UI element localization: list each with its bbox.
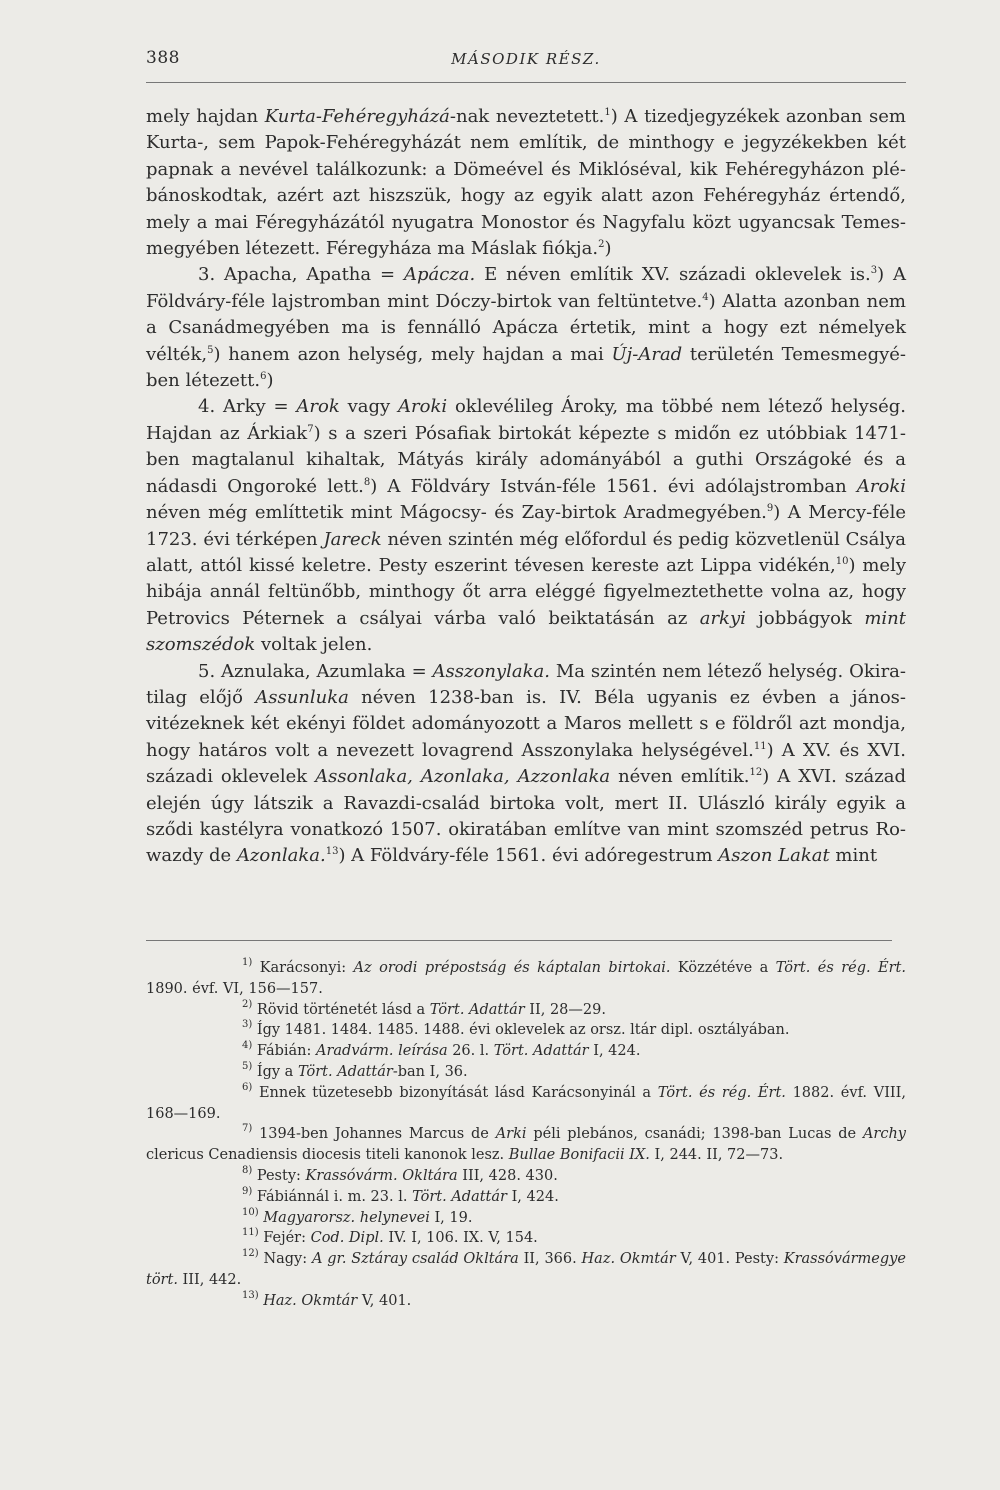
footnote-text: I, 424. bbox=[506, 1188, 559, 1205]
footnote-italic: Archy bbox=[862, 1126, 906, 1143]
footnote-italic: Haz. Okmtár bbox=[263, 1292, 358, 1309]
footnote: $^{13)}$ Haz. Okmtár V, 401. bbox=[242, 1289, 412, 1309]
footnote-ref: 13 bbox=[325, 846, 339, 858]
footnote-italic: Cod. Dipl. bbox=[310, 1230, 384, 1247]
running-head: MÁSODIK RÉSZ. bbox=[451, 50, 601, 68]
footnote-text: 1394-ben Johannes Marcus de bbox=[252, 1126, 496, 1143]
footnote: $^{5)}$ Így a Tört. Adattár-ban I, 36. bbox=[242, 1060, 468, 1080]
footnote-text: péli plebános, csanádi; 1398-ban Lucas de bbox=[526, 1126, 863, 1143]
footnote-italic: A gr. Sztáray család Okltára bbox=[311, 1251, 519, 1268]
footnote-text: Így a bbox=[252, 1063, 298, 1080]
footnote-ref: 9 bbox=[766, 503, 774, 515]
footnote-text: I, 424. bbox=[588, 1043, 641, 1060]
footnote-text: Fejér: bbox=[258, 1230, 311, 1247]
footnote: $^{10)}$ Magyarorsz. helynevei I, 19. bbox=[242, 1206, 473, 1226]
footnote-text: Rövid történetét lásd a bbox=[252, 1001, 430, 1018]
footnote-text: Karácsonyi: bbox=[252, 960, 354, 976]
header-rule bbox=[146, 82, 906, 83]
footnote: $^{6)}$ Ennek tüzetesebb bizonyítását lásd Karácsonyinál a Tört. és rég. Ért. 1882. évf. VIII, 168—169. bbox=[146, 1081, 906, 1122]
paragraph-kurta-fehéregyháza: mely hajdan Kurta-Fehéregyházá-nak neveztetett.$^1$) A tizedjegyzékek azonban sem Kurta-, sem Papok-Fehéregyházát nem említik, de minthogy e jegyzékekben két papnak a nevével találkozunk: a Dömeével és Miklóséval, kik Fehéregyházon plébánoskodtak, azért azt hiszszük, hogy az egyik alatt azon Fehéregyház értendő, mely a mai Féregyházától nyugatra Monostor és Nagyfalu közt ugyancsak Temesmegyében létezett. Féregyháza ma Máslak fiókja.$^2$) bbox=[146, 106, 906, 260]
footnote-text: clericus Cenadiensis diocesis titeli kanonok lesz. bbox=[146, 1147, 509, 1164]
footnote-text: V, 401. bbox=[357, 1292, 412, 1309]
footnote: $^{7)}$ 1394-ben Johannes Marcus de Arki péli plebános, csanádi; 1398-ban Lucas de Archy clericus Cenadiensis diocesis titeli kanonok lesz. Bullae Bonifacii IX. I, 244. II, 72—73. bbox=[146, 1123, 906, 1164]
paragraph-aznulaka: 5. Aznulaka, Azumlaka = Asszonylaka. Ma szintén nem létező helység. Okiratilag előjő Assunluka néven 1238-ban is. IV. Béla ugyanis ez évben a jánosvitézeknek két ekényi földet adományozott a Maros mellett s e földről azt mondja, hogy határos volt a nevezett lovagrend Asszonylaka helységével.$^{11}$) A XV. és XVI. századi oklevelek Assonlaka, Azonlaka, Azzonlaka néven említik.$^{12}$) A XVI. század elején úgy látszik a Ravazdi-család birtoka volt, mert II. Ulászló király egyik a sződi kastélyra vonatkozó 1507. okiratában említve van mint szomszéd petrus Rowazdy de Azonlaka.$^{13}$) A Földváry-féle 1561. évi adóregestrum Aszon Lakat mint bbox=[146, 660, 907, 867]
footnote-text: Fábián: bbox=[252, 1043, 316, 1060]
footnote-text: III, 442. bbox=[177, 1271, 242, 1288]
footnote: $^{9)}$ Fábiánnál i. m. 23. l. Tört. Adattár I, 424. bbox=[242, 1185, 559, 1205]
footnote-text: 1882. évf. VIII, 168—169. bbox=[146, 1084, 906, 1122]
footnote-text: V, 401. Pesty: bbox=[675, 1251, 784, 1268]
footnote-text: I, 19. bbox=[429, 1209, 473, 1226]
footnote-ref: 10 bbox=[835, 555, 849, 567]
footnote-italic: Arki bbox=[495, 1126, 527, 1143]
footnote-ref: 6 bbox=[260, 371, 267, 383]
footnote-ref: 11 bbox=[753, 740, 767, 752]
footnote: $^{1)}$ Karácsonyi: Az orodi prépostság és káptalan birtokai. Közzétéve a Tört. és rég. Ért. 1890. évf. VI, 156—157. bbox=[146, 957, 906, 997]
paragraph-apacha: 3. Apacha, Apatha = Apácza. E néven említik XV. századi oklevelek is.$^3$) A Földváry-féle lajstromban mint Dóczy-birtok van feltüntetve.$^4$) Alatta azonban nem a Csanádmegyében ma is fennálló Apácza értetik, mint a hogy ezt némelyek vélték,$^5$) hanem azon helység, mely hajdan a mai Új-Arad területén Temesmegyében létezett.$^6$) bbox=[146, 264, 907, 392]
footnote-text: -ban I, 36. bbox=[392, 1063, 468, 1080]
footnote-ref: 4 bbox=[702, 291, 709, 303]
footnote-text: II, 366. bbox=[518, 1251, 582, 1268]
footnote-italic: Tört. Adattár bbox=[429, 1001, 525, 1018]
footnote-ref: 3 bbox=[870, 265, 878, 277]
footnote-italic: Krassóvármegye tört. bbox=[146, 1251, 906, 1288]
footnote-italic: Az orodi prépostság és káptalan birtokai. bbox=[353, 960, 671, 976]
footnote-text: Pesty: bbox=[252, 1167, 306, 1184]
footnotes-rule bbox=[146, 940, 892, 941]
footnote-italic: Haz. Okmtár bbox=[581, 1251, 676, 1268]
footnote-ref: 12 bbox=[749, 767, 763, 779]
footnote-italic: Tört. Adattár bbox=[412, 1188, 507, 1205]
footnote-text: Nagy: bbox=[258, 1251, 312, 1268]
footnote-italic: Bullae Bonifacii IX. bbox=[508, 1147, 650, 1164]
footnote-text: II, 28—29. bbox=[524, 1001, 606, 1018]
footnote-ref: 5 bbox=[207, 344, 214, 356]
page-number: 388 bbox=[146, 48, 180, 68]
footnote-italic: Magyarorsz. helynevei bbox=[263, 1209, 430, 1226]
footnote-text: Közzétéve a bbox=[670, 960, 776, 976]
footnote-text: IV. I, 106. IX. V, 154. bbox=[383, 1230, 538, 1247]
footnote-text: Ennek tüzetesebb bizonyítását lásd Karácsonyinál a bbox=[252, 1084, 658, 1101]
footnote: $^{3)}$ Így 1481. 1484. 1485. 1488. évi oklevelek az orsz. ltár dipl. osztályában. bbox=[242, 1019, 790, 1039]
footnote-italic: Tört. Adattár bbox=[493, 1043, 589, 1060]
paragraph-arky: 4. Arky = Arok vagy Aroki oklevélileg Ároky, ma többé nem létező helység. Hajdan az Árkiak$^7$) s a szeri Pósafiak birtokát képezte s midőn ez utóbbiak 1471-ben magtalanul kihaltak, Mátyás király adományából a guthi Országoké és a nádasdi Ongoroké lett.$^8$) A Földváry István-féle 1561. évi adólajstromban Aroki néven még említtetik mint Mágocsy- és Zay-birtok Aradmegyében.$^9$) A Mercy-féle 1723. évi térképen Jareck néven szintén még előfordul és pedig közvetlenül Csálya alatt, attól kissé keletre. Pesty eszerint tévesen kereste azt Lippa vidékén,$^{10}$) mely hibája annál feltünőbb, minthogy őt arra eléggé figyelmeztethette volna az, hogy Petrovics Péternek a csályai várba való beiktatásán az arkyi jobbágyok mint szomszédok voltak jelen. bbox=[146, 396, 907, 656]
footnote-italic: Aradvárm. leírása bbox=[316, 1043, 448, 1060]
footnote-text: I, 244. II, 72—73. bbox=[649, 1147, 784, 1164]
footnote-italic: Krassóvárm. Okltára bbox=[305, 1167, 458, 1184]
page-header bbox=[146, 48, 906, 78]
footnote-text: Fábiánnál i. m. 23. l. bbox=[252, 1188, 413, 1205]
footnote-ref: 7 bbox=[307, 423, 314, 435]
footnote-text: Így 1481. 1484. 1485. 1488. évi oklevelek az orsz. ltár dipl. osztályában. bbox=[252, 1022, 790, 1039]
footnote-ref: 8 bbox=[363, 476, 371, 488]
footnote-italic: Tört. Adattár bbox=[297, 1063, 393, 1080]
footnote-ref: 2 bbox=[598, 239, 605, 251]
footnote-text: III, 428. 430. bbox=[457, 1167, 558, 1184]
footnote-ref: 1 bbox=[604, 107, 611, 118]
footnote: $^{11)}$ Fejér: Cod. Dipl. IV. I, 106. IX. V, 154. bbox=[242, 1227, 538, 1247]
footnote: $^{4)}$ Fábián: Aradvárm. leírása 26. l. Tört. Adattár I, 424. bbox=[242, 1040, 641, 1060]
footnotes bbox=[146, 958, 906, 1312]
footnote-text: 26. l. bbox=[447, 1043, 494, 1060]
footnote-text: 1890. évf. VI, 156—157. bbox=[146, 980, 323, 997]
body-text bbox=[146, 104, 906, 870]
footnote-italic: Tört. és rég. Ért. bbox=[775, 960, 906, 976]
footnote: $^{2)}$ Rövid történetét lásd a Tört. Adattár II, 28—29. bbox=[242, 998, 606, 1018]
footnote: $^{12)}$ Nagy: A gr. Sztáray család Okltára II, 366. Haz. Okmtár V, 401. Pesty: Krassóvármegye tört. III, 442. bbox=[146, 1248, 906, 1288]
footnote: $^{8)}$ Pesty: Krassóvárm. Okltára III, 428. 430. bbox=[242, 1164, 558, 1184]
footnote-italic: Tört. és rég. Ért. bbox=[657, 1084, 786, 1101]
